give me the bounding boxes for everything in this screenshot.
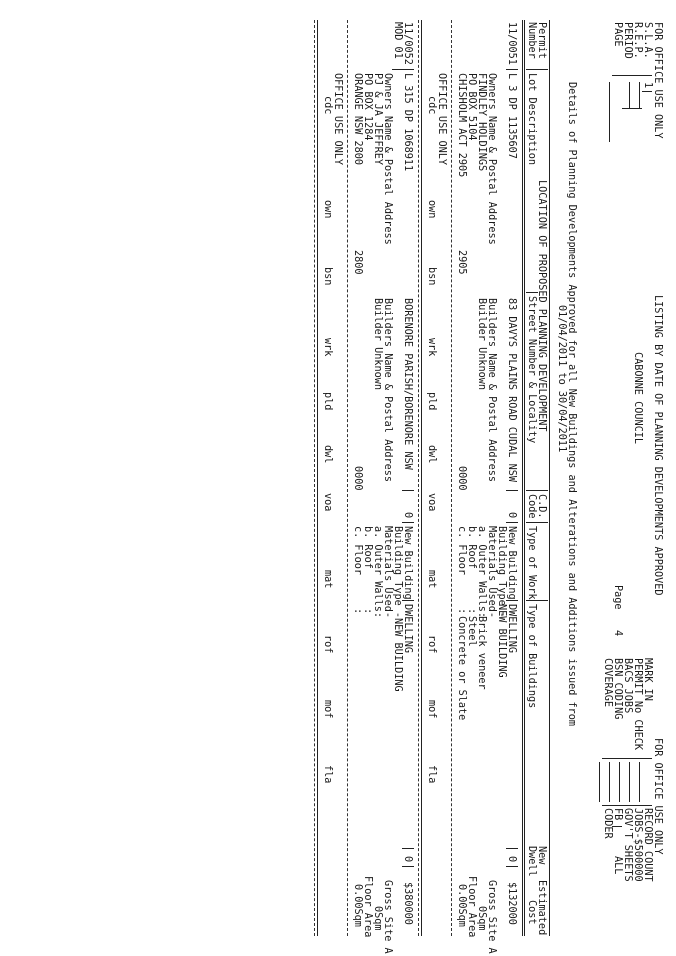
record2-owner-postcode: 2800 <box>352 250 363 275</box>
report-title: LISTING BY DATE OF PLANNING DEVELOPMENTS APPROVED <box>652 295 663 596</box>
record1-dwell: 0 <box>506 856 517 863</box>
page-label: Page <box>612 585 623 610</box>
record2-permit-divider <box>392 69 414 70</box>
coder-label: CODER <box>602 808 613 839</box>
record1-code-pld: pld <box>426 392 437 411</box>
record2-floor-label: c. Floor <box>352 526 363 576</box>
record2-type-of-work: New Building <box>402 526 413 600</box>
record1-street-divider <box>506 490 518 491</box>
record1-lot: L 3 DP 1135607 <box>506 73 517 159</box>
record1-code-mof: mof <box>426 700 437 719</box>
record2-code-dwl: dwl <box>322 445 333 464</box>
record1-permit-divider <box>506 69 518 70</box>
record1-street: 83 DAVYS PLAINS ROAD CUDAL NSW <box>506 298 517 483</box>
record2-building-type-label: Building Type - <box>392 526 403 619</box>
record2-code-cdc: cdc <box>322 96 333 115</box>
bsn-coding-label: BSN CODING <box>612 658 623 720</box>
record2-owner-address-1: PO BOX 1284 <box>362 73 373 141</box>
coverage-label: COVERAGE <box>602 658 613 708</box>
right-box-divider-2 <box>602 805 652 806</box>
col-divider-permit <box>526 69 548 70</box>
subtitle-date-range: 01/04/2011 to 30/04/2011 <box>556 305 567 453</box>
header-top-rule <box>549 20 550 936</box>
record2-street: BORENORE PARISH/BORENORE NSW <box>402 298 413 470</box>
col-new: New <box>536 846 547 865</box>
record2-code-fla: fla <box>322 765 333 784</box>
col-cd-2: Code <box>526 494 537 519</box>
record2-cost: $380000 <box>402 882 413 925</box>
record1-end-dashed <box>418 20 419 936</box>
col-permit-1: Permit <box>536 22 547 59</box>
record2-cd-divider <box>402 522 414 523</box>
record2-dwell-divider-left <box>402 848 414 849</box>
fb-divider <box>612 826 622 827</box>
record2-code-bsn: bsn <box>322 267 333 286</box>
permit-check-label: PERMIT No CHECK <box>632 658 643 751</box>
record1-type-of-work: New Building <box>506 526 517 600</box>
record2-outer-walls-label: a. Outer Walls: <box>372 526 383 619</box>
mark-in-underline <box>639 762 640 802</box>
planning-listing-page: FOR OFFICE USE ONLY S.L.A. R.E.P. PERIOD PAGE 1 LISTING BY DATE OF PLANNING DEVELOPMENTS APPROVED CABONNE COUNCIL Page 4 FOR OFFICE USE ONLY MARK IN PERMIT No CHECK BACS JOBS BSN CODING COVERAGE RECORD COUNT JOBS-$500000 GOV'T SHEETS FB ALL CODER Details of Planning Developments Approved for all New Buildings and Alterations and Additions issued from 01/04/2011 to 30/04/2011 Permit Number Lot Description LOCATION OF PROPOSED PLANNING DEVELOPMENT Street Number & Locality C.D. Code Type of Work Type of Buildings New Dwell Estimated Cost 11/0051 L 3 DP 1135607 83 DAVYS PLAINS ROAD CUDAL NSW 0 New Building DWELLING 0 $132000 Building Type - NEW BUILDING Owners Name & Postal Address Builders Name & Postal Address Materials Used- Gross Site A FINDLEY HOLDINGS Builder Unknown a. Outer Walls: Brick veneer 0Sqm PO BOX 5104 b. Roof : Steel Floor Area CHISHOLM ACT 2905 2905 0000 c. Floor : Concrete or Slate 0.00Sqm OFFICE USE ONLY cdc own bsn wrk pld dwl voa mat rof mof fla 11/0052 MOD 01 L 315 DP 1068911 BORENORE PARISH/BORENORE NSW 0 New Building DWELLING 0 $380000 Building Type - NEW BUILDING Owners Name & Postal Address Builders Name & Postal Address Materials Used- Gross Site A PJ & JA JEFFREY Builder Unknown a. Outer Walls: 0Sqm PO BOX 1284 b. Roof : Floor Area ORANGE NSW 2800 2800 0000 c. Floor : 0.00Sqm OFFICE USE ONLY cdc own bsn wrk pld dwl voa mat rof mof fla <box>0 0 676 956</box>
page-label-left: PAGE <box>612 22 623 47</box>
record2-floor-area: 0.00Sqm <box>352 884 363 927</box>
record2-floor-area-label: Floor Area <box>362 876 373 938</box>
record2-permit: 11/0052 <box>402 22 413 65</box>
record2-type-of-building: DWELLING <box>402 604 413 654</box>
bacs-underline <box>619 762 620 802</box>
record1-code-fla: fla <box>426 765 437 784</box>
col-divider-location <box>526 292 538 293</box>
period-label: PERIOD <box>622 22 633 59</box>
record1-gross-site: Gross Site A <box>486 880 497 954</box>
record1-outer-walls-label: a. Outer Walls: <box>476 526 487 619</box>
record2-lot: L 315 DP 1068911 <box>402 73 413 172</box>
bacs-jobs-label: BACS JOBS <box>622 658 633 714</box>
record1-code-own: own <box>426 200 437 219</box>
record1-cd-divider <box>506 522 518 523</box>
record2-gross-site: Gross Site A <box>382 880 393 954</box>
col-permit-2: Number <box>526 22 537 59</box>
col-type-of-buildings: Type of Buildings <box>526 604 537 709</box>
record2-end-dashed <box>314 20 315 936</box>
coverage-underline <box>599 762 600 802</box>
record1-owner-address-1: PO BOX 5104 <box>466 73 477 141</box>
header-bottom-rule <box>524 20 525 936</box>
record1-code-rof: rof <box>426 635 437 654</box>
record2-builders-label: Builders Name & Postal Address <box>382 298 393 483</box>
govt-sheets-label: GOV'T SHEETS <box>622 808 633 882</box>
col-cd-1: C.D. <box>536 494 547 519</box>
bsn-underline <box>609 762 610 802</box>
fb-label: FB <box>612 808 623 821</box>
record1-code-cdc: cdc <box>426 96 437 115</box>
record1-code-voa: voa <box>426 493 437 512</box>
record2-new-building: NEW BUILDING <box>392 618 403 692</box>
record1-owner-postcode: 2905 <box>456 250 467 275</box>
record1-roof-value: Steel <box>466 616 477 647</box>
record1-site-area: 0Sqm <box>476 906 487 931</box>
record1-code-dwl: dwl <box>426 445 437 464</box>
sla-label: S.L.A. <box>642 22 653 59</box>
record2-owners-label: Owners Name & Postal Address <box>382 73 393 245</box>
mark-in-label: MARK IN <box>642 658 653 701</box>
record2-site-area: 0Sqm <box>372 906 383 931</box>
record1-permit: 11/0051 <box>506 22 517 65</box>
record2-rule <box>347 20 348 936</box>
record1-code-wrk: wrk <box>426 338 437 357</box>
record2-cd: 0 <box>402 512 413 519</box>
record2-dwell-divider-right <box>402 866 414 867</box>
record2-dwell: 0 <box>402 856 413 863</box>
rep-label: R.E.P. <box>632 22 643 59</box>
office-use-right-title: FOR OFFICE USE ONLY <box>652 738 663 855</box>
record2-code-mof: mof <box>322 700 333 719</box>
record2-owner-address-2: ORANGE NSW 2800 <box>352 73 363 166</box>
record1-floor-value: Concrete or Slate <box>456 616 467 721</box>
record1-floor-area: 0.00Sqm <box>456 884 467 927</box>
subtitle-line1: Details of Planning Developments Approved for all New Buildings and Alterations and Additions issued from <box>566 82 577 727</box>
record2-end-rule <box>317 20 318 936</box>
record2-roof-label: b. Roof <box>362 526 373 569</box>
record2-builder: Builder Unknown <box>372 298 383 391</box>
period-underline <box>629 82 630 108</box>
record1-end-rule <box>421 20 422 936</box>
record1-new-building: NEW BUILDING <box>496 604 507 678</box>
record2-work-divider <box>402 600 414 601</box>
record1-owner-name: FINDLEY HOLDINGS <box>476 73 487 172</box>
col-location-2: Street Number & Locality <box>526 296 537 444</box>
record2-street-divider <box>402 490 414 491</box>
record2-owner-name: PJ & JA JEFFREY <box>372 73 383 166</box>
record2-materials-label: Materials Used- <box>382 526 393 619</box>
col-dwell: Dwell <box>526 846 537 877</box>
record1-builders-label: Builders Name & Postal Address <box>486 298 497 483</box>
office-use-left-title: FOR OFFICE USE ONLY <box>652 22 663 139</box>
record2-code-own: own <box>322 200 333 219</box>
col-divider-work <box>526 600 548 601</box>
record1-cost: $132000 <box>506 882 517 925</box>
sla-divider <box>642 91 652 92</box>
record1-code-bsn: bsn <box>426 267 437 286</box>
record2-mod: MOD 01 <box>392 22 403 59</box>
left-box-divider <box>612 75 652 76</box>
col-divider-cd <box>526 522 548 523</box>
sla-value: 1 <box>642 82 653 89</box>
record1-cd: 0 <box>506 512 517 519</box>
council-name: CABONNE COUNCIL <box>632 352 643 445</box>
right-box-divider <box>602 758 652 759</box>
page-number: 4 <box>612 630 623 637</box>
col-divider-street <box>526 490 548 491</box>
record1-work-divider <box>506 600 518 601</box>
col-location-1: LOCATION OF PROPOSED PLANNING DEVELOPMENT <box>536 180 547 432</box>
record2-code-voa: voa <box>322 493 333 512</box>
record2-code-mat: mat <box>322 570 333 589</box>
col-estimated: Estimated <box>536 880 547 936</box>
record2-code-rof: rof <box>322 635 333 654</box>
rep-underline <box>639 82 640 108</box>
record1-owners-label: Owners Name & Postal Address <box>486 73 497 245</box>
record1-office-label: OFFICE USE ONLY <box>436 73 447 166</box>
record1-rule <box>451 20 452 936</box>
record1-owner-address-2: CHISHOLM ACT 2905 <box>456 73 467 178</box>
col-lot: Lot Description <box>526 73 537 166</box>
permit-check-underline <box>629 762 630 802</box>
record1-dwell-divider-left <box>506 848 518 849</box>
col-type-of-work: Type of Work <box>526 526 537 600</box>
record-count-label: RECORD COUNT <box>642 808 653 882</box>
rep-divider <box>622 108 642 109</box>
fb-value: ALL <box>612 856 623 875</box>
record2-code-pld: pld <box>322 392 333 411</box>
record1-builder: Builder Unknown <box>476 298 487 391</box>
record1-type-of-building: DWELLING <box>506 604 517 654</box>
record1-building-type-label: Building Type - <box>496 526 507 619</box>
header-double-rule <box>522 20 523 936</box>
col-cost: Cost <box>526 900 537 925</box>
record1-floor-area-label: Floor Area <box>466 876 477 938</box>
record1-outer-walls-value: Brick veneer <box>476 616 487 690</box>
record1-builder-postcode: 0000 <box>456 466 467 491</box>
record1-dwell-divider-right <box>506 866 518 867</box>
record1-code-mat: mat <box>426 570 437 589</box>
record1-materials-label: Materials Used- <box>486 526 497 619</box>
page-underline <box>609 82 610 142</box>
record2-builder-postcode: 0000 <box>352 466 363 491</box>
record1-floor-label: c. Floor <box>456 526 467 576</box>
jobs-500000-label: JOBS-$500000 <box>632 808 643 882</box>
record2-code-wrk: wrk <box>322 338 333 357</box>
record2-office-label: OFFICE USE ONLY <box>332 73 343 166</box>
record1-roof-label: b. Roof <box>466 526 477 569</box>
